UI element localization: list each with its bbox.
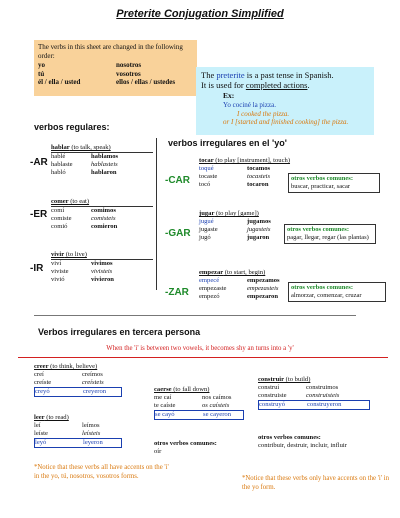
- translation: (to think, believe): [48, 363, 98, 370]
- translation: (to build): [284, 376, 311, 383]
- infinitive: creer: [34, 363, 49, 370]
- text: .: [307, 80, 310, 90]
- conj: leyeron: [83, 439, 103, 446]
- infinitive: leer: [34, 414, 45, 421]
- conj: te caíste: [154, 402, 176, 409]
- empezar-common-box: [288, 282, 386, 302]
- conj: construí: [258, 384, 280, 391]
- common-verbs: contribuir, destruir, incluir, influir: [258, 442, 347, 449]
- conj: tocasteis: [247, 173, 271, 180]
- conj: comimos: [91, 207, 116, 214]
- ir-label: -IR: [30, 263, 44, 274]
- conj: leíste: [34, 430, 48, 437]
- conj: empecé: [199, 277, 220, 284]
- tercera-heading: Verbos irregulares en tercera persona: [38, 327, 201, 337]
- gar-label: -GAR: [165, 228, 191, 239]
- hablar-block: [51, 144, 153, 177]
- conj: vivió: [51, 276, 65, 283]
- note-right: *Notice that these verbs only have accents on the 'i' in the yo form.: [242, 475, 390, 491]
- vivir-block: [51, 251, 153, 284]
- text: It is used for: [201, 80, 246, 90]
- infinitive: vivir: [51, 251, 65, 258]
- conj: creyeron: [83, 388, 107, 395]
- conj: hablé: [51, 153, 66, 160]
- conj: construisteis: [306, 392, 340, 399]
- note-left: *Notice that these verbs all have accents on the 'i' in the yo, tú, nosotros, vosotros forms.: [34, 464, 169, 480]
- conj: vivimos: [91, 260, 113, 267]
- conj: jugamos: [247, 218, 271, 225]
- conj: creísteis: [82, 379, 104, 386]
- conj: empezaron: [247, 293, 279, 300]
- conj: leísteis: [82, 430, 101, 437]
- rule-text: When the 'i' is between two vowels, it becomes shy an turns into a 'y': [106, 345, 294, 352]
- jugar-common-box: [284, 224, 376, 244]
- conj: hablasteis: [91, 161, 118, 168]
- conj: comió: [51, 223, 68, 230]
- conj: creíste: [34, 379, 52, 386]
- conj: se cayó: [155, 411, 175, 418]
- common-heading: otros verbos comunes:: [291, 175, 353, 182]
- conj: creímos: [82, 371, 103, 378]
- construir-common: [258, 434, 388, 450]
- conj: jugaste: [199, 226, 218, 233]
- conj: jugué: [199, 218, 214, 225]
- text: is a past tense in Spanish.: [244, 70, 334, 80]
- conj: hablaron: [91, 169, 117, 176]
- conj: tocamos: [247, 165, 271, 172]
- conj: vivieron: [91, 276, 114, 283]
- red-divider: [18, 357, 388, 358]
- er-label: -ER: [30, 209, 48, 220]
- infinitive: empezar: [199, 269, 224, 276]
- conj: jugaron: [247, 234, 270, 241]
- divider: [156, 138, 157, 290]
- section-divider: [34, 315, 356, 316]
- conj: construyó: [259, 401, 286, 408]
- conj: leí: [34, 422, 41, 429]
- conj: jugó: [199, 234, 211, 241]
- infinitive: construir: [258, 376, 285, 383]
- common-verbs: pagar, llegar, regar (las plantas): [287, 234, 369, 241]
- conj: construyeron: [307, 401, 342, 408]
- conj: hablamos: [91, 153, 119, 160]
- conj: comisteis: [91, 215, 116, 222]
- example-3: or I [started and finished cooking] the pizza.: [223, 118, 349, 126]
- preterite-word: preterite: [216, 70, 245, 80]
- order-cell: nosotros: [116, 61, 142, 69]
- conj: tocó: [199, 181, 211, 188]
- common-heading: otros verbos comunes:: [291, 284, 353, 291]
- order-intro: The verbs in this sheet are changed in the following order:: [38, 43, 183, 60]
- conj: construimos: [306, 384, 339, 391]
- conj: hablaste: [51, 161, 73, 168]
- common-verbs: oír: [154, 448, 162, 455]
- irregulares-yo-heading: verbos irregulares en el 'yo': [168, 138, 287, 148]
- translation: (to talk, speak): [69, 144, 111, 151]
- comer-block: [51, 198, 153, 231]
- order-cell: ellos / ellas / ustedes: [116, 78, 176, 86]
- conj: se cayeron: [203, 411, 232, 418]
- infinitive: jugar: [199, 210, 215, 217]
- conj: empezamos: [247, 277, 280, 284]
- conj: construiste: [258, 392, 287, 399]
- translation: (to live): [64, 251, 87, 258]
- translation: (to read): [44, 414, 69, 421]
- caerse-block: [154, 386, 254, 420]
- common-heading: otros verbos comunes:: [258, 434, 321, 441]
- conj: habló: [51, 169, 66, 176]
- translation: (to eat): [68, 198, 90, 205]
- tocar-common-box: [288, 173, 380, 193]
- zar-label: -ZAR: [165, 287, 189, 298]
- leer-block: [34, 414, 134, 448]
- caerse-common: [154, 440, 217, 456]
- infinitive: hablar: [51, 144, 70, 151]
- conj: creí: [34, 371, 44, 378]
- car-label: -CAR: [165, 175, 190, 186]
- conj: comieron: [91, 223, 118, 230]
- conj: tocaron: [247, 181, 269, 188]
- text: The: [201, 70, 217, 80]
- conj: leímos: [82, 422, 100, 429]
- infinitive: comer: [51, 198, 69, 205]
- order-cell: tú: [38, 69, 45, 78]
- conj: empezasteis: [247, 285, 279, 292]
- conj: comiste: [51, 215, 72, 222]
- translation: (to start, begin): [223, 269, 266, 276]
- order-cell: vosotros: [116, 69, 141, 78]
- conj: me caí: [154, 394, 172, 401]
- preterite-line-2: [201, 80, 369, 90]
- conj: creyó: [35, 388, 50, 395]
- conj: tocaste: [199, 173, 218, 180]
- conj: empezó: [199, 293, 220, 300]
- common-heading: otros verbos comunes:: [287, 226, 349, 233]
- ar-label: -AR: [30, 157, 48, 168]
- common-verbs: buscar, practicar, sacar: [291, 183, 351, 190]
- conj: viví: [51, 260, 62, 267]
- translation: (to play [game]): [214, 210, 259, 217]
- example-2: I cooked the pizza.: [237, 109, 290, 118]
- completed-actions: completed actions: [245, 80, 308, 90]
- conj: nos caímos: [202, 394, 232, 401]
- regulares-heading: verbos regulares:: [34, 122, 110, 132]
- order-grid: [38, 61, 193, 87]
- conj: viviste: [51, 268, 69, 275]
- infinitive: tocar: [199, 157, 214, 164]
- example-label: Ex:: [223, 91, 235, 100]
- common-verbs: almorzar, comenzar, cruzar: [291, 292, 362, 299]
- common-heading: otros verbos comunes:: [154, 440, 217, 447]
- order-cell: él / ella / usted: [38, 78, 81, 86]
- creer-block: [34, 363, 134, 397]
- conj: comí: [51, 207, 65, 214]
- order-box: [34, 40, 197, 96]
- translation: (to fall down): [171, 386, 210, 393]
- preterite-box: [196, 67, 374, 135]
- conj: jugasteis: [247, 226, 271, 233]
- conj: os caísteis: [202, 402, 230, 409]
- conj: vivisteis: [91, 268, 113, 275]
- conj: empezaste: [199, 285, 227, 292]
- translation: (to play [instrument], touch): [213, 157, 291, 164]
- example-1: Yo cociné la pizza.: [223, 101, 276, 109]
- preterite-line-1: [201, 70, 369, 80]
- infinitive: caerse: [154, 386, 172, 393]
- page-title: Preterite Conjugation Simplified: [116, 8, 284, 20]
- construir-block: [258, 376, 388, 410]
- conj: toqué: [199, 165, 214, 172]
- conj: leyó: [35, 439, 47, 446]
- order-cell: yo: [38, 61, 45, 69]
